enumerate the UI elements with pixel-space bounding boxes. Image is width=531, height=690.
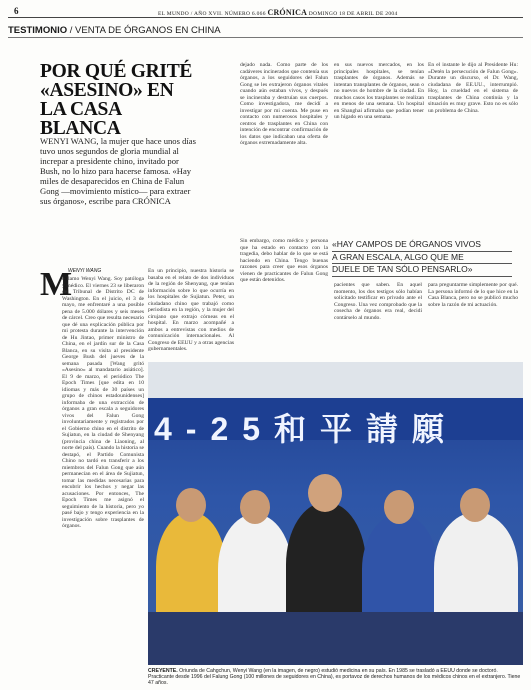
masthead — [8, 6, 523, 18]
person-figure — [434, 512, 518, 624]
masthead-line — [158, 8, 398, 17]
masthead-date: DOMINGO 18 DE ABRIL DE 2004 — [308, 11, 398, 17]
person-head — [176, 488, 206, 522]
pull-quote-line: A GRAN ESCALA, ALGO QUE ME — [332, 252, 512, 265]
person-head — [460, 488, 490, 522]
person-head — [240, 490, 270, 524]
section-tag: TESTIMONIO — [8, 25, 68, 36]
deck: WENYI WANG, la mujer que hace unos días tuvo unos segundos de gloria mundial al increpar a presidente chino, invitado por Bush, no lo hizo para hacerse famosa. «Hay miles de desaparecidos en China de Falun Gong —movimiento místico— para extraer sus órganos», escribe para CRÓNICA — [40, 136, 196, 206]
pull-quote-line: «HAY CAMPOS DE ÓRGANOS VIVOS — [332, 239, 512, 252]
news-photo — [148, 362, 523, 665]
person-head — [384, 490, 414, 524]
photo-caption — [148, 668, 523, 687]
photo-wall — [148, 362, 523, 398]
person-figure — [218, 514, 292, 624]
person-head — [308, 474, 342, 512]
article-column-4: en sus nuevos mercados, en los principales hospitales, se tenían trasplantes de órganos. Además se intentan transplantes de órganos, sean o no nuevos de hombre de la ciudad. En muchos casos los trasplantes se realizan en menos de una semana. Un hospital en Shanghai afirmaba que podían tener un hígado en una semana. — [334, 62, 424, 120]
person-figure — [156, 512, 226, 622]
photo-foreground — [148, 612, 523, 665]
pull-quote — [332, 239, 512, 277]
author-byline: WENYI WANG — [68, 268, 102, 274]
caption-label: CREYENTE. — [148, 668, 178, 674]
page-number: 6 — [14, 6, 19, 16]
person-figure-wenyi — [286, 502, 366, 627]
headline: POR QUÉ GRITÉ «ASESINO» EN LA CASA BLANCA — [40, 61, 193, 139]
article-column-3b: Sin embargo, como médico y persona que ha estado en contacto con la tragedia, debo hablar de lo que se está haciendo en China. Tengo buenas razones para creer que esos órganos vienen de practicantes de Falun Gong que están detenidos. — [240, 238, 328, 283]
person-figure — [362, 514, 438, 624]
article-column-1: e llamo Wenyi Wang. Soy patóloga y médico. El viernes 23 se liberaron del Tribunal de Distrito DC de Washington. En el juicio, el 3 de mayo, me enfrentaré a una posible pena de 5.000 dólares y seis meses de cárcel. Creo que resulta necesario que dé una explicación pública por mi protesta durante la intervención de Hu Jintao, primer ministro de China, en el jardín sur de la Casa Blanca, en su visita al presidente George Bush del jueves de la semana pasada [Wang gritó «Asesino» al mandatario asiático]. El 9 de marzo, el periódico The Epoch Times [que edita en 10 idiomas y más de 30 países un grupo de chinos estadounidenses] informaba de una extracción de órganos a gran escala a seguidores vivos del Falun Gong involuntariamente y registrados por el Gobierno chino en el distrito de Sujiatun, en la ciudad de Shenyang (provincia china de Liaoning, al norte del país). Cuando la historia se destapó, el Partido Comunista Chino no tardó en transferir a los miembros del Falun Gong que aún permanecían en el área de Sujiatun, tomar las medidas necesarias para encubrir los hechos y negar las acusaciones. Por entonces, The Epoch Times me asignó el seguimiento de la historia, pero yo pasé bajo y tengo experiencia en la investigación sobre trasplantes de órganos. — [62, 276, 144, 529]
masthead-paper: EL MUNDO / AÑO XVII. NÚMERO 6.066 — [158, 11, 266, 17]
article-column-2: En un principio, nuestra historia se basaba en el relato de dos individuos de la región de Shenyang, que tenían información sobre lo que ocurría en los hospitales de Sujiatun. Peter, un ciudadano chino que trabajó como periodista en la región, y la mujer del cirujano que extrajo córneas en el hospital. En marzo acompañé a ambos a entrevistas con medios de comunicación internacionales. Al Congreso de EEUU y a otras agencias gubernamentales. — [148, 268, 234, 352]
caption-text: Oriunda de Cahgchun, Wenyi Wang (en la imagen, de negro) estudió medicina en su país. En 1985 se trasladó a EEUU donde se doctoró. Practicante desde 1996 del Falung Gong (100 millones de seguidores en China), es portavoz de derechos humanos de los médicos chinos en el extranjero. Tiene 47 años. — [148, 668, 521, 687]
article-column-3: dejado nada. Como parte de los cadáveres incinerados que contenía sus órganos, a los seguidores del Falun Gong se les extrajeron órganos vitales cuando aún estaban vivos, y después se incineraba y destruían sus cuerpos. Como investigadora, me decidí a investigar por mi cuenta. Me puse en contacto con numerosos hospitales y centros de trasplantes en China con intención de encontrar confirmación de los datos que indicaban una oferta de órganos extremadamente alta. — [240, 62, 328, 146]
supplement-name: CRÓNICA — [267, 8, 308, 17]
section-title: / VENTA DE ÓRGANOS EN CHINA — [69, 25, 221, 36]
photo-banner-text: 4-25和平請願 — [154, 411, 459, 447]
article-column-4b: En el instante le dijo al Presidente Hu: «Detén la persecución de Falun Gong». Durante un discurso, el Dr. Wang, ciudadana de EE.UU., interrumpió. Hoy, la crueldad en el sistema de trasplantes de China continúa y la situación es muy grave. Esto no es sólo un problema de China. — [428, 62, 518, 114]
article-column-5: pacientes que saben. En aquel momento, los dos testigos sólo habían solicitado testificar en privado ante el Congreso. Una vez comprobado que la cosecha de órganos era real, decidí contárselo al mundo. — [334, 282, 422, 321]
article-column-6: para preguntarme simplemente por qué. La persona informó de lo que hice en la Casa Blanca, pero no se publicó mucho sobre la razón de mi actuación. — [428, 282, 518, 308]
pull-quote-line: DUELE DE TAN SÓLO PENSARLO» — [332, 264, 512, 277]
dropcap: M — [40, 266, 73, 303]
section-header — [8, 25, 523, 38]
